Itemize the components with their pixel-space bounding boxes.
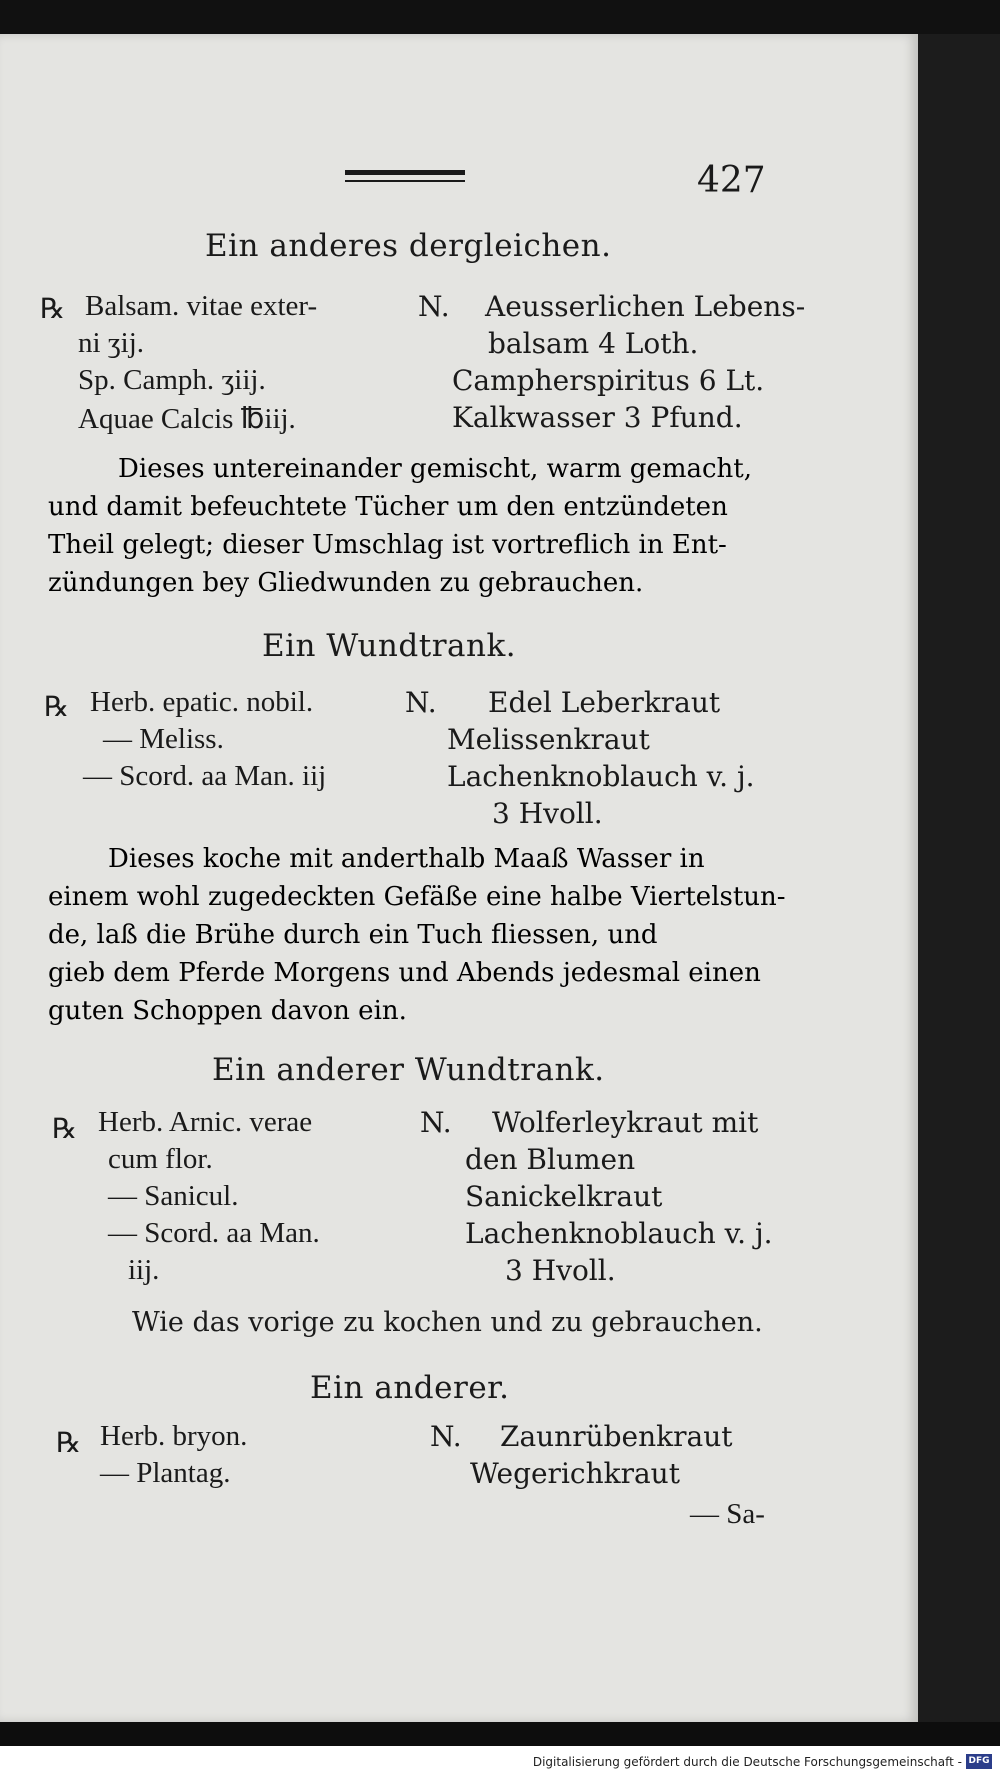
german-line: 3 Hvoll.: [492, 797, 603, 830]
german-line: Sanickelkraut: [465, 1180, 663, 1213]
german-line: Melissenkraut: [447, 723, 650, 756]
paragraph-line: Dieses koche mit anderthalb Maaß Wasser in: [108, 844, 705, 874]
german-line: Edel Leberkraut: [488, 686, 721, 719]
section3-paragraph: Wie das vorige zu kochen und zu gebrauchen.: [132, 1307, 763, 1338]
section3-heading: Ein anderer Wundtrank.: [212, 1052, 605, 1088]
footer-credit: Digitalisierung gefördert durch die Deutsche Forschungsgemeinschaft -: [532, 1755, 962, 1769]
n-symbol: N.: [418, 290, 450, 323]
latin-line: — Scord. aa Man. iij: [83, 760, 327, 792]
latin-line: Herb. bryon.: [100, 1420, 248, 1452]
paragraph-line: de, laß die Brühe durch ein Tuch fliessen, und: [48, 920, 658, 950]
latin-line: — Plantag.: [100, 1457, 231, 1489]
german-line: Campherspiritus 6 Lt.: [452, 364, 765, 397]
paragraph-line: gieb dem Pferde Morgens und Abends jedesmal einen: [48, 958, 761, 988]
latin-line: ni ʒij.: [78, 327, 145, 359]
recipe-symbol: ℞: [52, 1112, 78, 1145]
latin-line: — Meliss.: [103, 723, 224, 755]
german-line: balsam 4 Loth.: [488, 327, 699, 360]
catchword: — Sa-: [690, 1498, 765, 1530]
german-line: 3 Hvoll.: [505, 1254, 616, 1287]
recipe-symbol: ℞: [44, 690, 70, 723]
german-line: den Blumen: [465, 1143, 636, 1176]
latin-line: — Sanicul.: [108, 1180, 239, 1212]
recipe-symbol: ℞: [40, 292, 66, 325]
latin-line: Sp. Camph. ʒiij.: [78, 364, 266, 396]
german-line: Wolferleykraut mit: [492, 1106, 759, 1139]
latin-line: Herb. epatic. nobil.: [90, 686, 314, 718]
german-line: Lachenknoblauch v. j.: [447, 760, 755, 793]
german-line: Zaunrübenkraut: [500, 1420, 733, 1453]
header-rule: [345, 170, 465, 182]
paragraph-line: einem wohl zugedeckten Gefäße eine halbe Viertelstun-: [48, 882, 786, 912]
paragraph-line: Dieses untereinander gemischt, warm gemacht,: [118, 454, 752, 484]
n-symbol: N.: [420, 1106, 452, 1139]
latin-line: Balsam. vitae exter-: [85, 290, 318, 322]
section2-heading: Ein Wundtrank.: [262, 628, 517, 664]
paragraph-line: Theil gelegt; dieser Umschlag ist vortreflich in Ent-: [48, 530, 727, 560]
paragraph-line: guten Schoppen davon ein.: [48, 996, 407, 1026]
german-line: Lachenknoblauch v. j.: [465, 1217, 773, 1250]
german-line: Wegerichkraut: [470, 1457, 680, 1490]
scan-frame-top: [0, 0, 1000, 34]
section4-heading: Ein anderer.: [310, 1370, 510, 1406]
footer-bar: [0, 1746, 1000, 1779]
paragraph-line: und damit befeuchtete Tücher um den entzündeten: [48, 492, 728, 522]
section2-paragraph: [48, 840, 786, 1030]
latin-line: Aquae Calcis ℔iij.: [78, 403, 296, 435]
n-symbol: N.: [405, 686, 437, 719]
german-line: Aeusserlichen Lebens-: [485, 290, 806, 323]
latin-line: iij.: [128, 1254, 160, 1286]
german-line: Kalkwasser 3 Pfund.: [452, 401, 743, 434]
n-symbol: N.: [430, 1420, 462, 1453]
latin-line: Herb. Arnic. verae: [98, 1106, 313, 1138]
paragraph-line: zündungen bey Gliedwunden zu gebrauchen.: [48, 568, 644, 598]
latin-line: cum flor.: [108, 1143, 213, 1175]
section1-paragraph: [48, 450, 778, 602]
recipe-symbol: ℞: [56, 1426, 82, 1459]
section1-heading: Ein anderes dergleichen.: [205, 228, 612, 264]
dfg-logo[interactable]: DFG: [966, 1754, 992, 1769]
latin-line: — Scord. aa Man.: [108, 1217, 320, 1249]
scan-frame-right: [918, 34, 1000, 1722]
page-number: 427: [697, 160, 766, 201]
